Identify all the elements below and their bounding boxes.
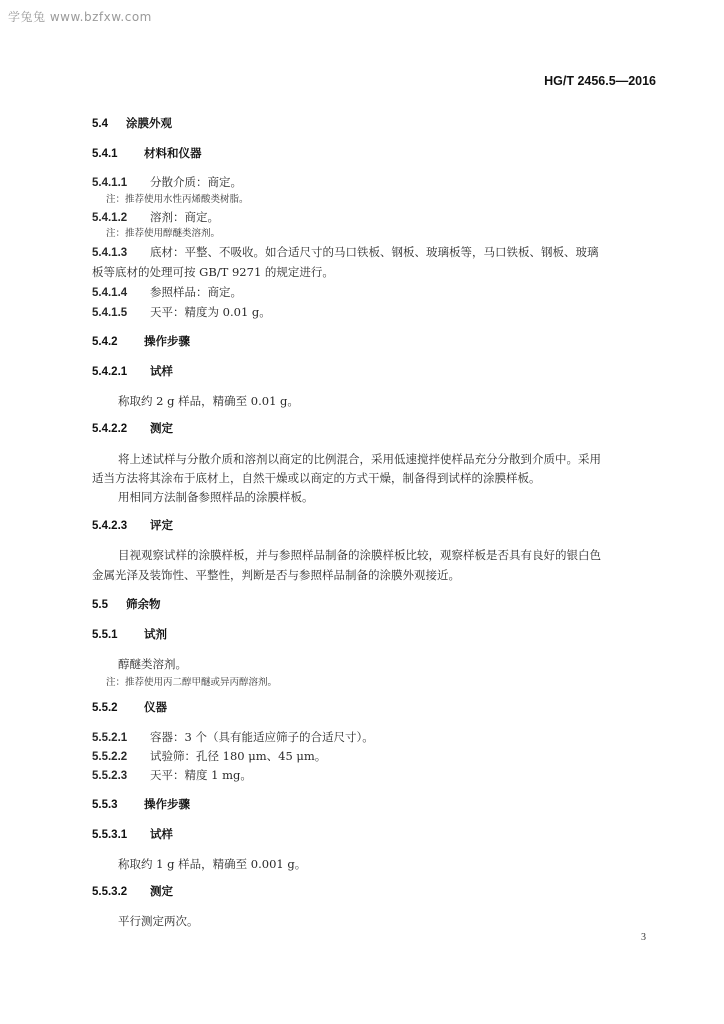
clause-text: 试验筛：孔径 180 μm、45 μm。 [150,749,327,763]
clause-text: 参照样品：商定。 [150,285,242,299]
section-5-5-2-heading [92,700,167,715]
section-title: 操作步骤 [144,334,190,348]
section-number: 5.5.3 [92,799,118,811]
clause-5-5-2-3 [92,768,252,783]
section-number: 5.4.2.1 [92,366,128,378]
clause-number: 5.4.1.3 [92,247,128,259]
clause-text: 溶剂：商定。 [150,210,219,224]
section-5-4-2-3-heading [92,518,173,533]
section-number: 5.4.1 [92,148,118,160]
clause-number: 5.4.1.4 [92,287,128,299]
paragraph-5-4-2-2-line-3: 用相同方法制备参照样品的涂膜样板。 [118,490,314,504]
section-5-5-3-1-heading [92,827,173,842]
section-number: 5.5.1 [92,629,118,641]
section-number: 5.5.3.2 [92,886,128,898]
section-5-4-2-heading [92,334,190,349]
paragraph-5-4-2-3-line-2: 金属光泽及装饰性、平整性，判断是否与参照样品制备的涂膜外观接近。 [92,568,460,582]
clause-number: 5.4.1.1 [92,177,128,189]
section-5-4-2-2-heading [92,421,173,436]
paragraph-5-4-2-2-line-2: 适当方法将其涂布于底材上，自然干燥或以商定的方式干燥，制备得到试样的涂膜样板。 [92,471,541,485]
section-title: 测定 [150,884,173,898]
section-number: 5.4.2 [92,336,118,348]
section-5-5-3-heading [92,797,190,812]
clause-text: 天平：精度为 0.01 g。 [150,305,271,319]
clause-5-4-1-1 [92,175,242,190]
clause-5-5-2-2 [92,749,326,764]
section-number: 5.5.2 [92,702,118,714]
paragraph-5-5-3-1: 称取约 1 g 样品，精确至 0.001 g。 [118,857,307,871]
clause-5-4-1-3-continued: 板等底材的处理可按 GB/T 9271 的规定进行。 [92,265,334,279]
clause-text: 容器：3 个（具有能适应筛子的合适尺寸）。 [150,730,374,744]
clause-text: 分散介质：商定。 [150,175,242,189]
section-title: 仪器 [144,700,167,714]
section-number: 5.4.2.2 [92,423,128,435]
section-title: 测定 [150,421,173,435]
note-1: 注：推荐使用水性丙烯酸类树脂。 [106,194,249,205]
section-number: 5.5.3.1 [92,829,128,841]
paragraph-5-5-3-2: 平行测定两次。 [118,914,199,928]
clause-number: 5.5.2.3 [92,770,128,782]
standard-code: HG/T 2456.5—2016 [544,74,656,88]
clause-text: 天平：精度 1 mg。 [150,768,252,782]
note-3: 注：推荐使用丙二醇甲醚或异丙醇溶剂。 [106,677,278,688]
clause-5-4-1-2 [92,210,219,225]
clause-5-4-1-3 [92,245,599,260]
clause-5-4-1-5 [92,305,271,320]
section-5-5-3-2-heading [92,884,173,899]
paragraph-5-4-2-3-line-1: 目视观察试样的涂膜样板，并与参照样品制备的涂膜样板比较，观察样板是否具有良好的银白色 [118,548,601,562]
section-title: 评定 [150,518,173,532]
section-5-4-heading [92,116,172,131]
note-2: 注：推荐使用醇醚类溶剂。 [106,228,221,239]
watermark: 学兔兔 www.bzfxw.com [8,10,152,24]
clause-number: 5.4.1.5 [92,307,128,319]
section-title: 材料和仪器 [144,146,202,160]
section-number: 5.4.2.3 [92,520,128,532]
section-5-5-heading [92,597,161,612]
section-title: 试剂 [144,627,167,641]
page-number: 3 [641,932,646,943]
section-title: 操作步骤 [144,797,190,811]
clause-number: 5.5.2.2 [92,751,128,763]
section-title: 筛余物 [126,597,161,611]
section-number: 5.4 [92,118,108,130]
section-5-4-1-heading [92,146,202,161]
section-number: 5.5 [92,599,108,611]
paragraph-5-4-2-1: 称取约 2 g 样品，精确至 0.01 g。 [118,394,299,408]
section-5-5-1-heading [92,627,167,642]
clause-5-5-2-1 [92,730,374,745]
paragraph-5-4-2-2-line-1: 将上述试样与分散介质和溶剂以商定的比例混合，采用低速搅拌使样品充分分散到介质中。采用 [118,452,601,466]
clause-number: 5.5.2.1 [92,732,128,744]
clause-number: 5.4.1.2 [92,212,128,224]
clause-text: 底材：平整、不吸收。如合适尺寸的马口铁板、钢板、玻璃板等，马口铁板、钢板、玻璃 [150,245,599,259]
section-title: 试样 [150,827,173,841]
section-5-4-2-1-heading [92,364,173,379]
paragraph-5-5-1: 醇醚类溶剂。 [118,657,187,671]
section-title: 试样 [150,364,173,378]
clause-5-4-1-4 [92,285,242,300]
section-title: 涂膜外观 [126,116,172,130]
